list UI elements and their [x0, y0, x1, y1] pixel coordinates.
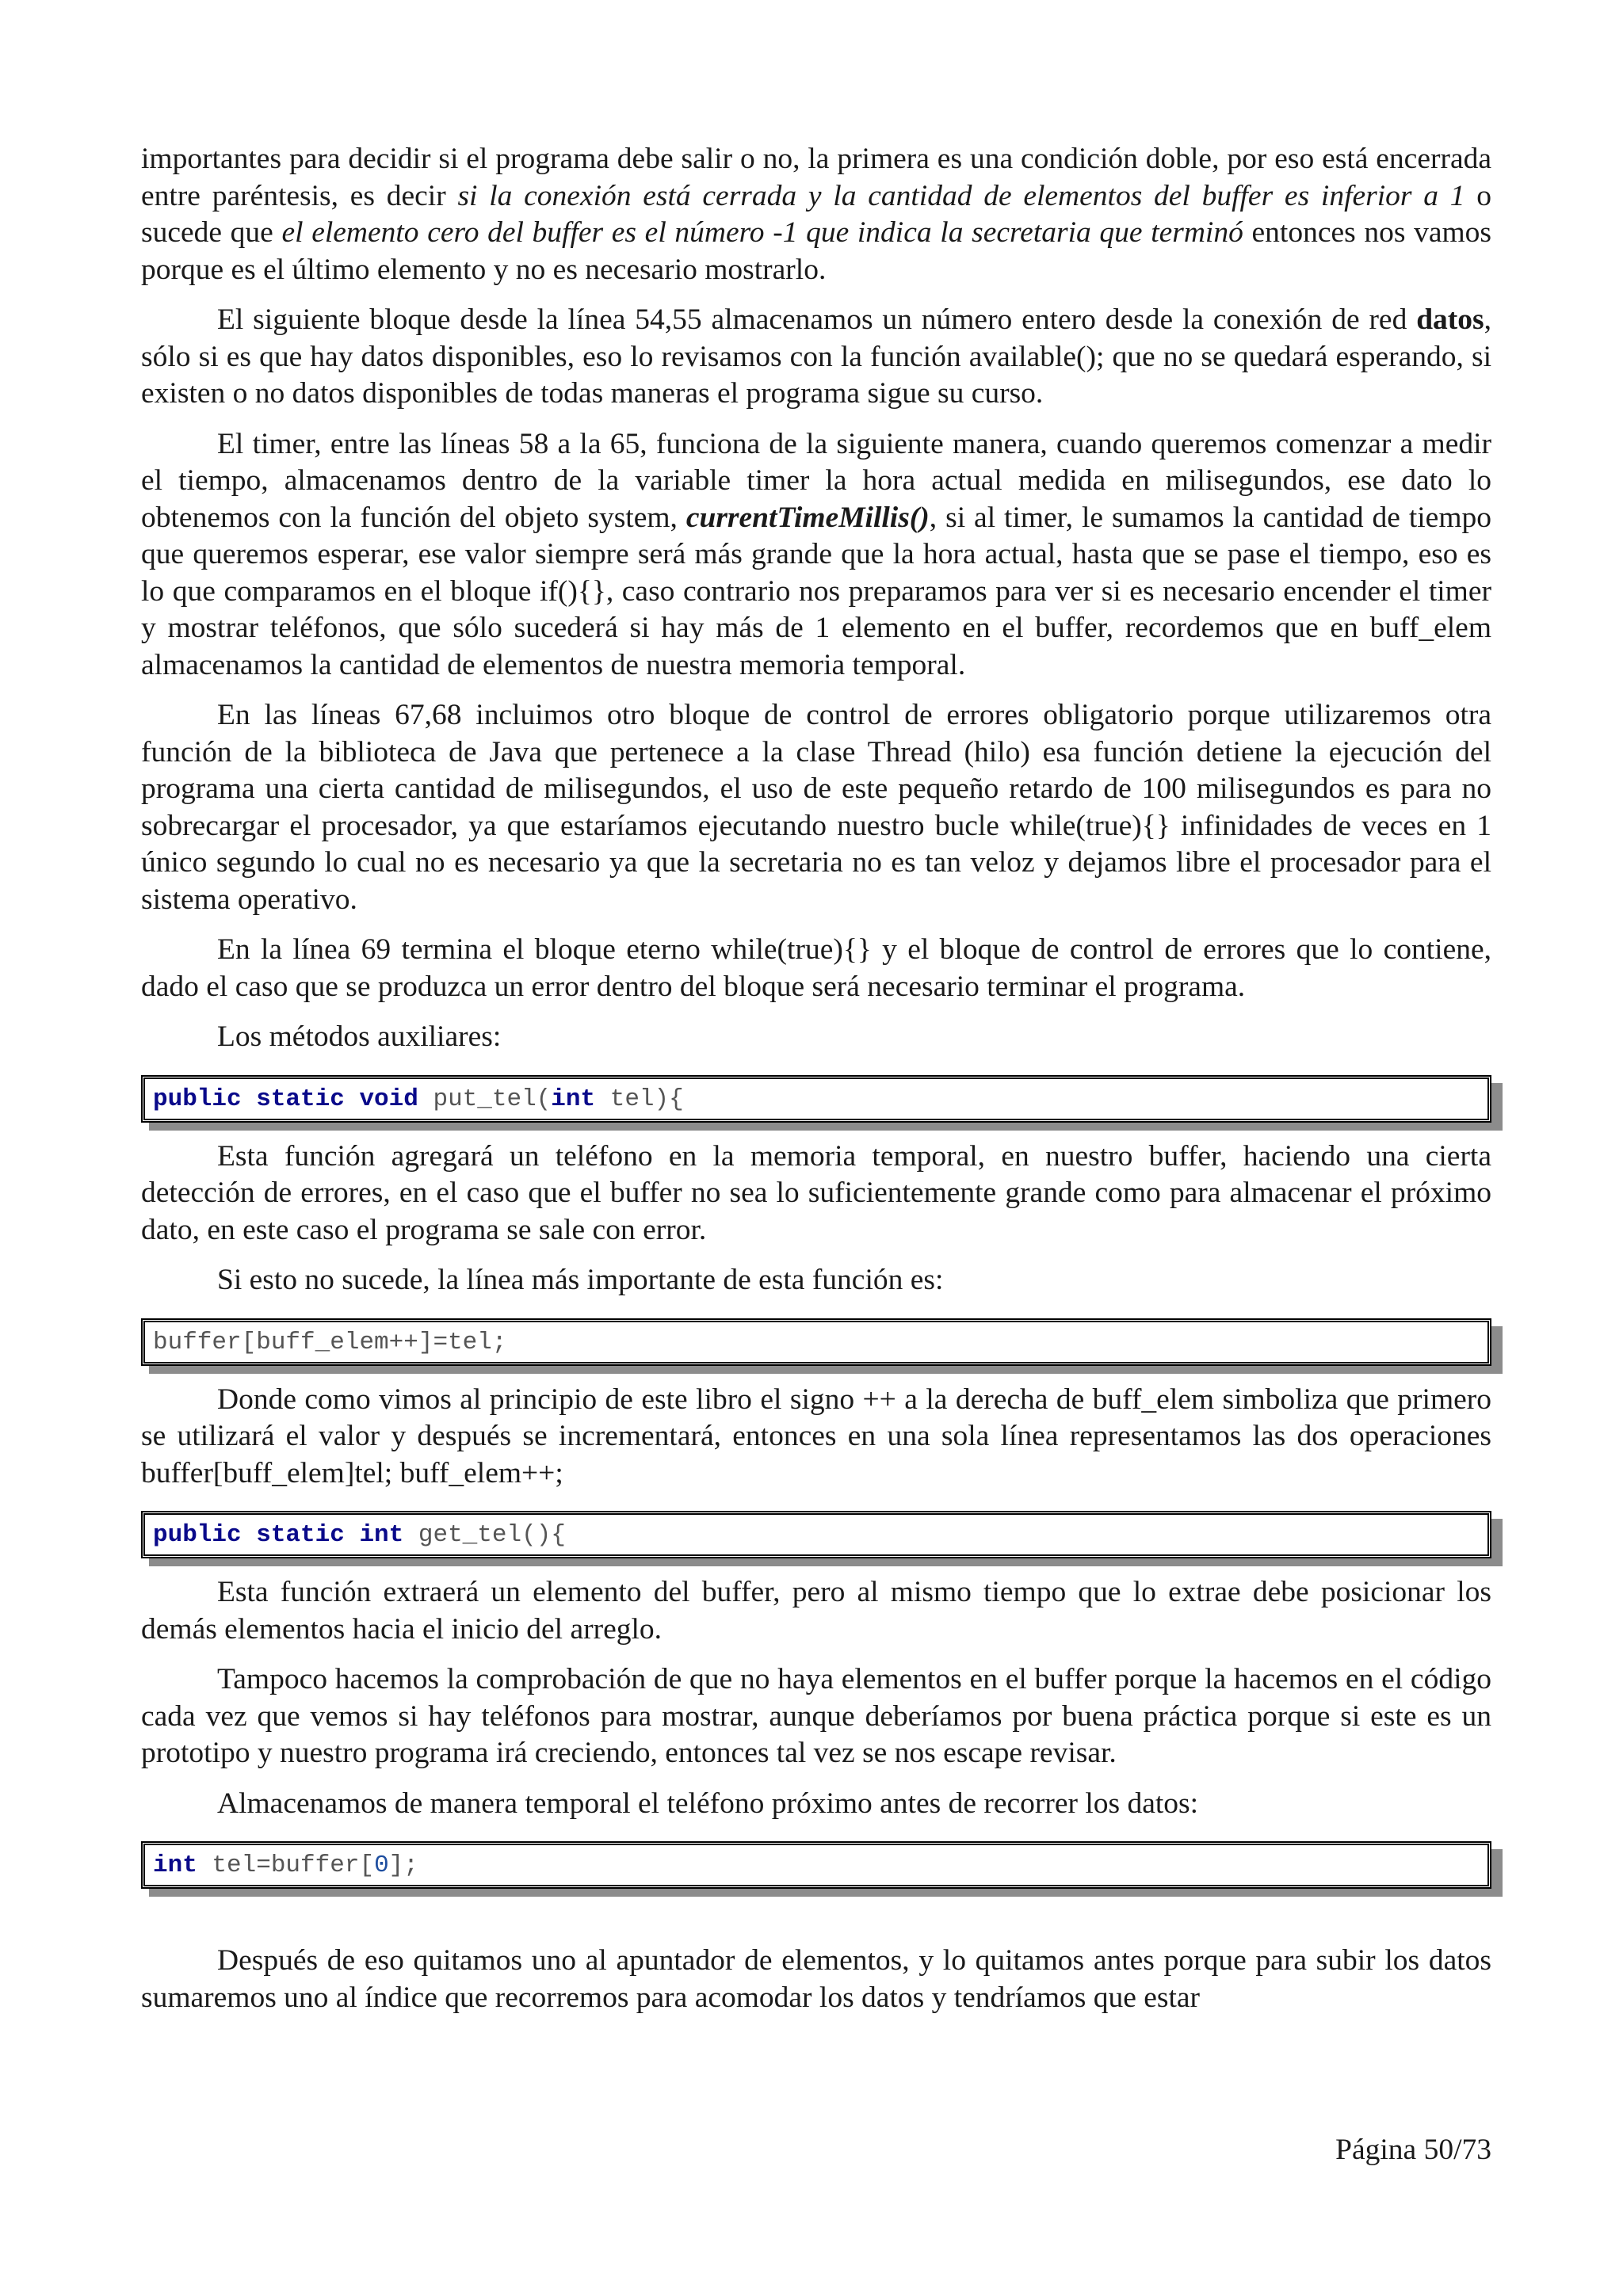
text-run: , sólo si es que hay datos disponibles, eso lo revisamos con la función available(); que no se quedará esperando, si existen o no datos disponibles de todas maneras el programa sigue su curso. [141, 303, 1491, 410]
code-block-buffer-assign [141, 1318, 1491, 1366]
text-run: El siguiente bloque desde la línea 54,55 almacenamos un número entero desde la conexión de red [217, 303, 1417, 336]
code-number: 0 [374, 1852, 389, 1879]
document-page [141, 141, 1491, 2016]
code-keyword: int [551, 1085, 596, 1113]
code-text: tel){ [595, 1085, 684, 1113]
paragraph-10: Esta función extraerá un elemento del buffer, pero al mismo tiempo que lo extrae debe posicionar los demás elementos hacia el inicio del arreglo. [141, 1576, 1491, 1646]
paragraph-2 [141, 302, 1491, 413]
code-text: tel=buffer[ [197, 1852, 375, 1879]
code-keyword: int [153, 1852, 197, 1879]
text-run: o sucede que [141, 179, 1492, 249]
bold-italic-text: currentTimeMillis() [685, 501, 930, 534]
paragraph-3 [141, 426, 1491, 685]
text-run: El timer, entre las líneas 58 a la 65, funciona de la siguiente manera, cuando queremos comenzar a medir el tiempo, almacenamos dentro de la variable timer la hora actual medida en milisegundos, ese dato lo obtenemos con la función del objeto system, [141, 427, 1491, 534]
code-text: buffer[buff_elem++]=tel; [153, 1328, 507, 1356]
code-text: put_tel( [418, 1085, 552, 1113]
text-run: , si al timer, le sumamos la cantidad de tiempo que queremos esperar, ese valor siempre será más grande que la hora actual, hasta que se pase el tiempo, eso es lo que comparamos en el bloque if(){}, caso contrario nos preparamos para ver si es necesario encender el timer y mostrar teléfonos, que sólo sucederá si hay más de 1 elemento en el buffer, recordemos que en buff_elem almacenamos la cantidad de elementos de nuestra memoria temporal. [141, 501, 1491, 681]
paragraph-6: Los métodos auxiliares: [217, 1020, 502, 1053]
code-line [141, 1511, 1491, 1558]
text-run: importantes para decidir si el programa debe salir o no, la primera es una condición doble, por eso está encerrada entre paréntesis, es decir [141, 143, 1491, 212]
code-line [141, 1318, 1491, 1366]
italic-text: el elemento cero del buffer es el número -1 que indica la secretaria que terminó [281, 216, 1243, 249]
code-text: get_tel(){ [403, 1521, 566, 1549]
italic-text: si la conexión está cerrada y la cantidad de elementos del buffer es inferior a 1 [457, 179, 1465, 212]
code-line [141, 1075, 1491, 1123]
paragraph-5: En la línea 69 termina el bloque eterno while(true){} y el bloque de control de errores que lo contiene, dado el caso que se produzca un error dentro del bloque será necesario terminar el programa. [141, 933, 1491, 1003]
code-block-int-tel [141, 1841, 1491, 1889]
text-run: entonces nos vamos porque es el último elemento y no es necesario mostrarlo. [141, 216, 1492, 286]
paragraph-1 [141, 141, 1491, 288]
code-keyword: public static int [153, 1521, 404, 1549]
paragraph-4: En las líneas 67,68 incluimos otro bloque de control de errores obligatorio porque utilizaremos otra función de la biblioteca de Java que pertenece a la clase Thread (hilo) esa función detiene la ejecución del programa una cierta cantidad de milisegundos, el uso de este pequeño retardo de 100 milisegundos es para no sobrecargar el procesador, ya que estaríamos ejecutando nuestro bucle while(true){} infinidades de veces en 1 único segundo lo cual no es necesario ya que la secretaria no es tan veloz y dejamos libre el procesador para el sistema operativo. [141, 699, 1491, 916]
code-block-put-tel [141, 1075, 1491, 1123]
code-block-get-tel [141, 1511, 1491, 1558]
paragraph-8: Si esto no sucede, la línea más importante de esta función es: [217, 1264, 944, 1296]
code-text: ]; [388, 1852, 418, 1879]
code-line [141, 1841, 1491, 1889]
code-keyword: public static void [153, 1085, 418, 1113]
page-number: Página 50/73 [1335, 2134, 1491, 2166]
paragraph-13: Después de eso quitamos uno al apuntador de elementos, y lo quitamos antes porque para subir los datos sumaremos uno al índice que recorremos para acomodar los datos y tendríamos que estar [141, 1944, 1491, 2014]
paragraph-9: Donde como vimos al principio de este libro el signo ++ a la derecha de buff_elem simboliza que primero se utilizará el valor y después se incrementará, entonces en una sola línea representamos las dos operaciones buffer[buff_elem]tel; buff_elem++; [141, 1383, 1491, 1489]
paragraph-11: Tampoco hacemos la comprobación de que no haya elementos en el buffer porque la hacemos en el código cada vez que vemos si hay teléfonos para mostrar, aunque deberíamos por buena práctica porque si este es un prototipo y nuestro programa irá creciendo, entonces tal vez se nos escape revisar. [141, 1663, 1491, 1769]
paragraph-12: Almacenamos de manera temporal el teléfono próximo antes de recorrer los datos: [217, 1787, 1199, 1820]
bold-text: datos [1416, 303, 1484, 336]
paragraph-7: Esta función agregará un teléfono en la memoria temporal, en nuestro buffer, haciendo una cierta detección de errores, en el caso que el buffer no sea lo suficientemente grande como para almacenar el próximo dato, en este caso el programa se sale con error. [141, 1139, 1491, 1246]
